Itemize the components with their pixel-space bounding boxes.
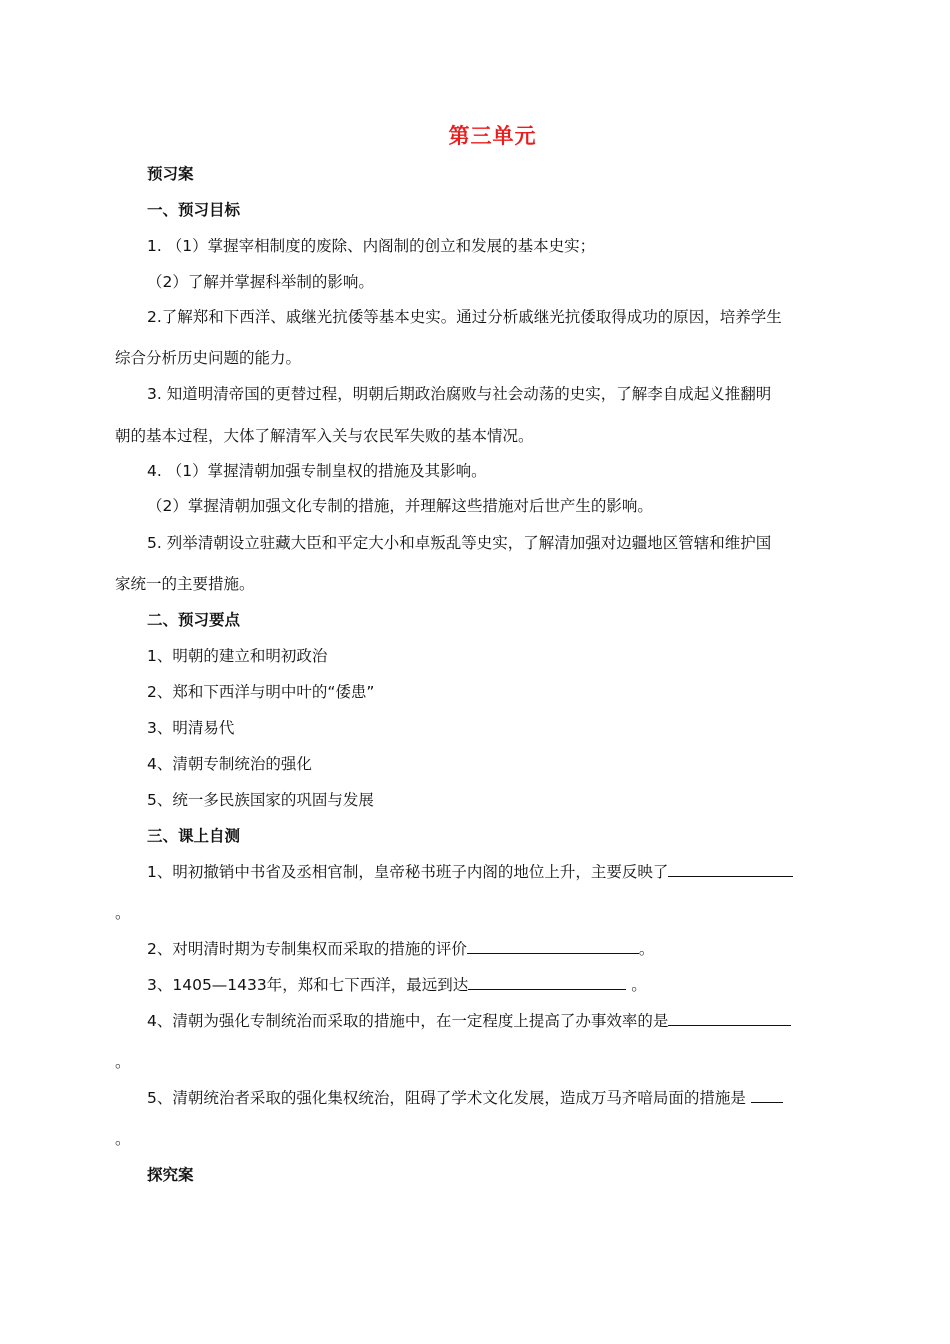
answer-blank-1[interactable] xyxy=(668,862,793,877)
question-3-end: 。 xyxy=(626,976,647,994)
point-2: 2、郑和下西洋与明中叶的“倭患” xyxy=(147,683,375,701)
point-1: 1、明朝的建立和明初政治 xyxy=(147,647,328,665)
goal-2-line2: 综合分析历史问题的能力。 xyxy=(115,349,302,367)
goal-5-line2: 家统一的主要措施。 xyxy=(115,575,255,593)
point-4: 4、清朝专制统治的强化 xyxy=(147,755,312,773)
goal-3-line2: 朝的基本过程，大体了解清军入关与农民军失败的基本情况。 xyxy=(115,427,534,445)
explore-case-label: 探究案 xyxy=(147,1166,194,1184)
question-1-text: 1、明初撤销中书省及丞相官制，皇帝秘书班子内阁的地位上升，主要反映了 xyxy=(147,863,669,881)
answer-blank-3[interactable] xyxy=(468,975,626,990)
question-3-text: 3、1405—1433年，郑和七下西洋，最远到达 xyxy=(147,976,469,994)
question-2-text: 2、对明清时期为专制集权而采取的措施的评价 xyxy=(147,940,467,958)
question-1-end: 。 xyxy=(115,904,131,922)
point-5: 5、统一多民族国家的巩固与发展 xyxy=(147,791,374,809)
section3-heading: 三、课上自测 xyxy=(147,827,241,845)
question-5-end: 。 xyxy=(115,1130,131,1148)
point-3: 3、明清易代 xyxy=(147,719,235,737)
question-5 xyxy=(147,1088,783,1108)
goal-1b: （2）了解并掌握科举制的影响。 xyxy=(147,273,374,291)
section2-heading: 二、预习要点 xyxy=(147,611,241,629)
answer-blank-5[interactable] xyxy=(751,1088,783,1103)
question-4-text: 4、清朝为强化专制统治而采取的措施中，在一定程度上提高了办事效率的是 xyxy=(147,1012,669,1030)
answer-blank-4[interactable] xyxy=(668,1011,791,1026)
page-title: 第三单元 xyxy=(448,124,537,148)
preview-case-label: 预习案 xyxy=(147,165,194,183)
question-2 xyxy=(147,939,654,959)
question-5-text: 5、清朝统治者采取的强化集权统治，阻碍了学术文化发展，造成万马齐喑局面的措施是 xyxy=(147,1089,751,1107)
goal-2-line1: 2.了解郑和下西洋、戚继光抗倭等基本史实。通过分析戚继光抗倭取得成功的原因，培养学生 xyxy=(147,308,782,326)
goal-4b: （2）掌握清朝加强文化专制的措施，并理解这些措施对后世产生的影响。 xyxy=(147,497,653,515)
question-1 xyxy=(147,862,793,882)
section1-heading: 一、预习目标 xyxy=(147,201,241,219)
answer-blank-2[interactable] xyxy=(467,939,639,954)
goal-5-line1: 5. 列举清朝设立驻藏大臣和平定大小和卓叛乱等史实，了解清加强对边疆地区管辖和维护国 xyxy=(147,534,772,552)
question-4-end: 。 xyxy=(115,1053,131,1071)
goal-3-line1: 3. 知道明清帝国的更替过程，明朝后期政治腐败与社会动荡的史实，了解李自成起义推翻明 xyxy=(147,385,772,403)
question-2-end: 。 xyxy=(638,940,655,958)
question-4 xyxy=(147,1011,791,1031)
goal-4a: 4. （1）掌握清朝加强专制皇权的措施及其影响。 xyxy=(147,462,487,480)
goal-1a: 1. （1）掌握宰相制度的废除、内阁制的创立和发展的基本史实； xyxy=(147,237,596,255)
question-3 xyxy=(147,975,647,995)
